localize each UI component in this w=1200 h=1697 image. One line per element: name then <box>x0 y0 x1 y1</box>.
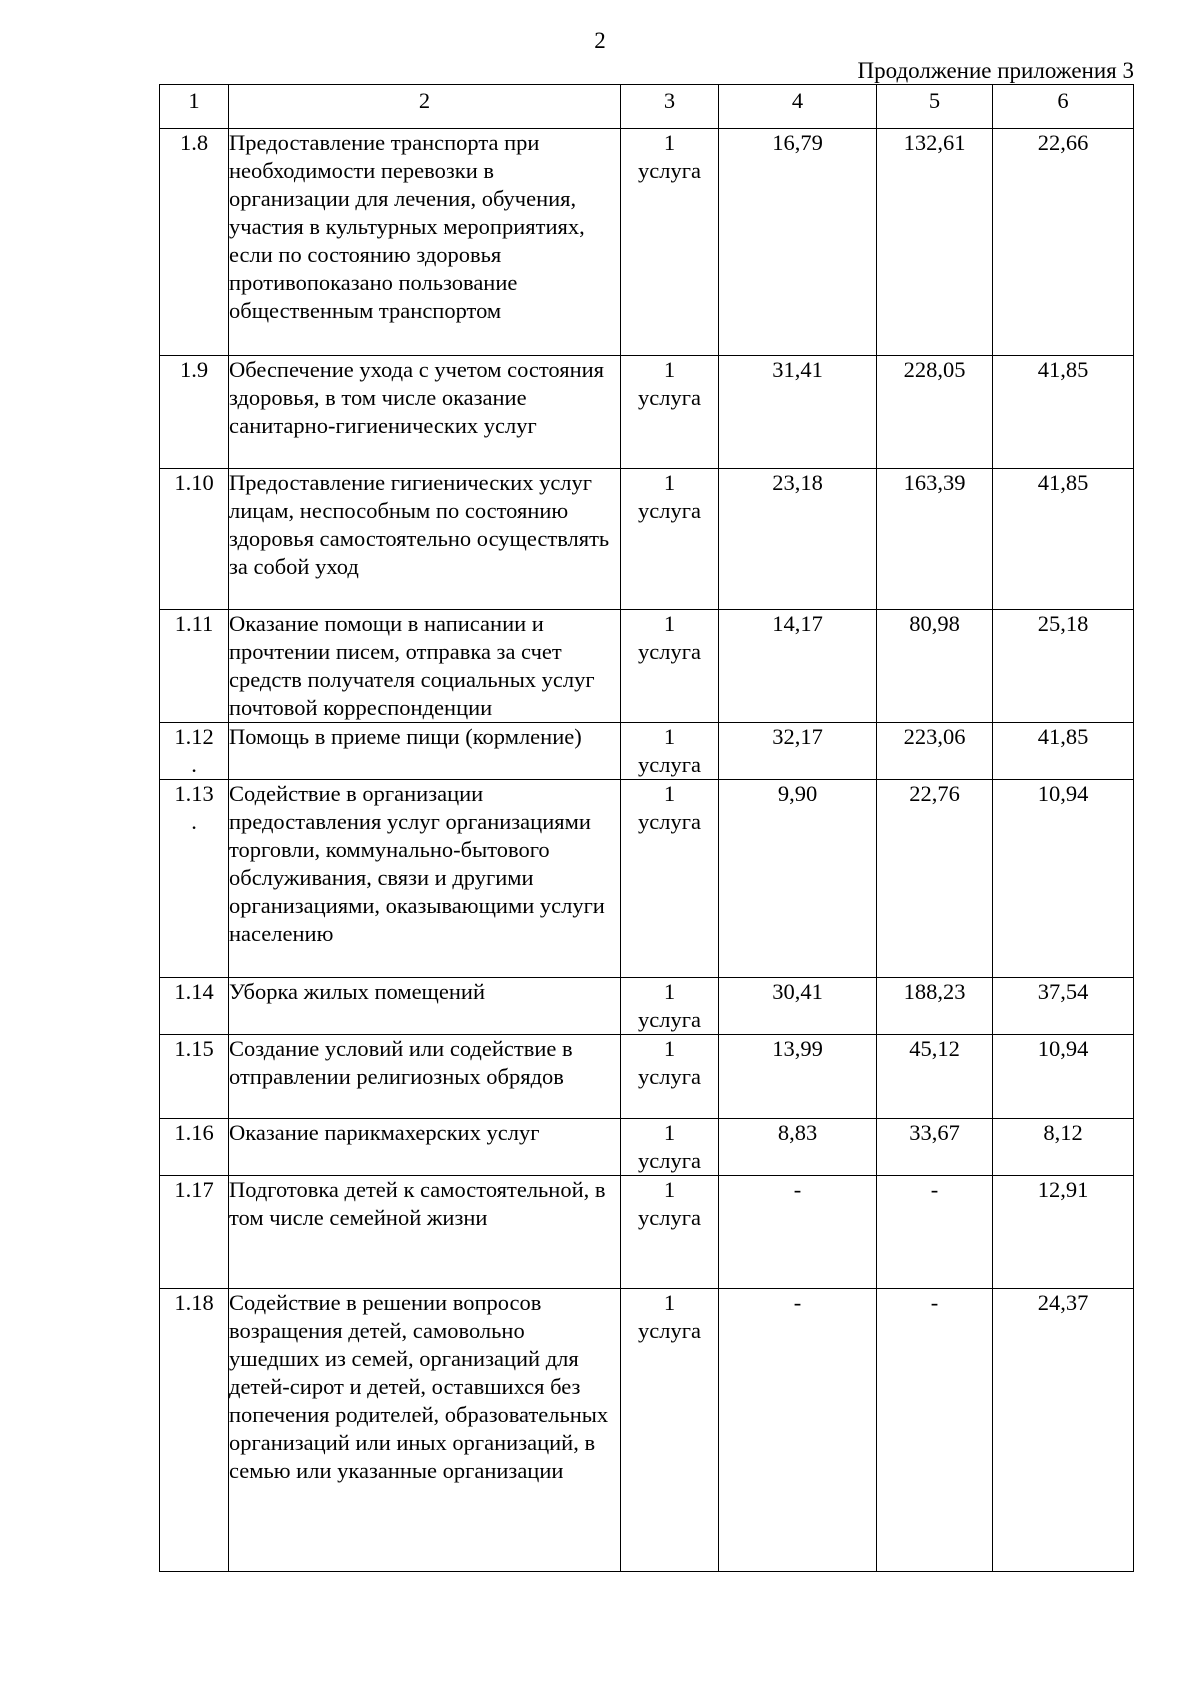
table-row <box>160 1176 1134 1289</box>
value-col5: 188,23 <box>877 978 993 1035</box>
unit-label: услуга <box>638 1064 701 1089</box>
value-col5: 45,12 <box>877 1035 993 1119</box>
value-col5: 228,05 <box>877 356 993 469</box>
value-col4: - <box>719 1176 877 1289</box>
row-number: 1.18 <box>160 1289 229 1572</box>
value-col6: 24,37 <box>993 1289 1134 1572</box>
value-col6: 25,18 <box>993 610 1134 723</box>
service-name: Помощь в приеме пищи (кормление) <box>229 723 621 780</box>
table-header-row <box>160 85 1134 129</box>
value-col5: 163,39 <box>877 469 993 610</box>
unit-quantity: 1 <box>663 724 676 749</box>
table-row <box>160 1289 1134 1572</box>
header-cell: 3 <box>621 85 719 129</box>
row-number: 1.8 <box>160 129 229 356</box>
row-number: 1.13 . <box>160 780 229 978</box>
service-name: Оказание парикмахерских услуг <box>229 1119 621 1176</box>
value-col4: 32,17 <box>719 723 877 780</box>
unit-quantity: 1 <box>663 979 676 1004</box>
value-col4: 30,41 <box>719 978 877 1035</box>
unit-label: услуга <box>638 1007 701 1032</box>
row-number: 1.15 <box>160 1035 229 1119</box>
unit-cell <box>621 1119 719 1176</box>
value-col6: 12,91 <box>993 1176 1134 1289</box>
unit-cell <box>621 780 719 978</box>
service-name: Содействие в организации предоставления услуг организациями торговли, коммунально-бытового обслуживания, связи и другими организациями, оказывающими услуги населению <box>229 780 621 978</box>
unit-quantity: 1 <box>663 130 676 155</box>
value-col6: 8,12 <box>993 1119 1134 1176</box>
value-col6: 41,85 <box>993 469 1134 610</box>
unit-quantity: 1 <box>663 357 676 382</box>
table-row <box>160 469 1134 610</box>
unit-quantity: 1 <box>663 1177 676 1202</box>
row-number: 1.16 <box>160 1119 229 1176</box>
unit-quantity: 1 <box>663 1290 676 1315</box>
value-col6: 37,54 <box>993 978 1134 1035</box>
unit-quantity: 1 <box>663 781 676 806</box>
unit-cell <box>621 469 719 610</box>
service-name: Предоставление гигиенических услуг лицам, неспособным по состоянию здоровья самостоятельно осуществлять за собой уход <box>229 469 621 610</box>
table-row <box>160 129 1134 356</box>
unit-quantity: 1 <box>663 611 676 636</box>
value-col6: 10,94 <box>993 1035 1134 1119</box>
value-col5: 223,06 <box>877 723 993 780</box>
header-cell: 1 <box>160 85 229 129</box>
service-name: Предоставление транспорта при необходимости перевозки в организации для лечения, обучения, участия в культурных мероприятиях, если по состоянию здоровья противопоказано пользование общественным транспортом <box>229 129 621 356</box>
service-name: Оказание помощи в написании и прочтении писем, отправка за счет средств получателя социальных услуг почтовой корреспонденции <box>229 610 621 723</box>
table-row <box>160 978 1134 1035</box>
header-cell: 6 <box>993 85 1134 129</box>
unit-label: услуга <box>638 158 701 183</box>
unit-label: услуга <box>638 498 701 523</box>
value-col5: - <box>877 1289 993 1572</box>
continuation-title: Продолжение приложения 3 <box>857 58 1134 83</box>
page-number: 2 <box>594 28 606 53</box>
table-row <box>160 1035 1134 1119</box>
table-row <box>160 780 1134 978</box>
value-col4: 8,83 <box>719 1119 877 1176</box>
unit-label: услуга <box>638 1148 701 1173</box>
unit-label: услуга <box>638 1205 701 1230</box>
table-row <box>160 356 1134 469</box>
service-name: Подготовка детей к самостоятельной, в том числе семейной жизни <box>229 1176 621 1289</box>
row-number: 1.14 <box>160 978 229 1035</box>
row-number: 1.12 . <box>160 723 229 780</box>
unit-label: услуга <box>638 752 701 777</box>
value-col6: 41,85 <box>993 356 1134 469</box>
value-col4: 14,17 <box>719 610 877 723</box>
unit-label: услуга <box>638 639 701 664</box>
service-name: Содействие в решении вопросов возращения детей, самовольно ушедших из семей, организаций для детей-сирот и детей, оставшихся без попечения родителей, образовательных организаций или иных организаций, в семью или указанные организации <box>229 1289 621 1572</box>
value-col4: 31,41 <box>719 356 877 469</box>
unit-label: услуга <box>638 385 701 410</box>
value-col5: 132,61 <box>877 129 993 356</box>
table-row <box>160 723 1134 780</box>
header-cell: 4 <box>719 85 877 129</box>
unit-label: услуга <box>638 809 701 834</box>
unit-label: услуга <box>638 1318 701 1343</box>
unit-quantity: 1 <box>663 1120 676 1145</box>
value-col6: 22,66 <box>993 129 1134 356</box>
table-row <box>160 1119 1134 1176</box>
unit-cell <box>621 1176 719 1289</box>
unit-quantity: 1 <box>663 470 676 495</box>
value-col4: 9,90 <box>719 780 877 978</box>
services-table <box>159 84 1134 1572</box>
unit-cell <box>621 723 719 780</box>
value-col5: 80,98 <box>877 610 993 723</box>
value-col6: 41,85 <box>993 723 1134 780</box>
service-name: Создание условий или содействие в отправлении религиозных обрядов <box>229 1035 621 1119</box>
unit-cell <box>621 978 719 1035</box>
unit-cell <box>621 129 719 356</box>
table-row <box>160 610 1134 723</box>
value-col6: 10,94 <box>993 780 1134 978</box>
service-name: Уборка жилых помещений <box>229 978 621 1035</box>
value-col4: 13,99 <box>719 1035 877 1119</box>
unit-cell <box>621 610 719 723</box>
row-number: 1.10 <box>160 469 229 610</box>
header-cell: 2 <box>229 85 621 129</box>
header-cell: 5 <box>877 85 993 129</box>
value-col4: - <box>719 1289 877 1572</box>
value-col4: 23,18 <box>719 469 877 610</box>
row-number: 1.11 <box>160 610 229 723</box>
value-col4: 16,79 <box>719 129 877 356</box>
service-name: Обеспечение ухода с учетом состояния здоровья, в том числе оказание санитарно-гигиенических услуг <box>229 356 621 469</box>
unit-quantity: 1 <box>663 1036 676 1061</box>
value-col5: 22,76 <box>877 780 993 978</box>
row-number: 1.9 <box>160 356 229 469</box>
unit-cell <box>621 356 719 469</box>
value-col5: - <box>877 1176 993 1289</box>
row-number: 1.17 <box>160 1176 229 1289</box>
unit-cell <box>621 1289 719 1572</box>
unit-cell <box>621 1035 719 1119</box>
value-col5: 33,67 <box>877 1119 993 1176</box>
